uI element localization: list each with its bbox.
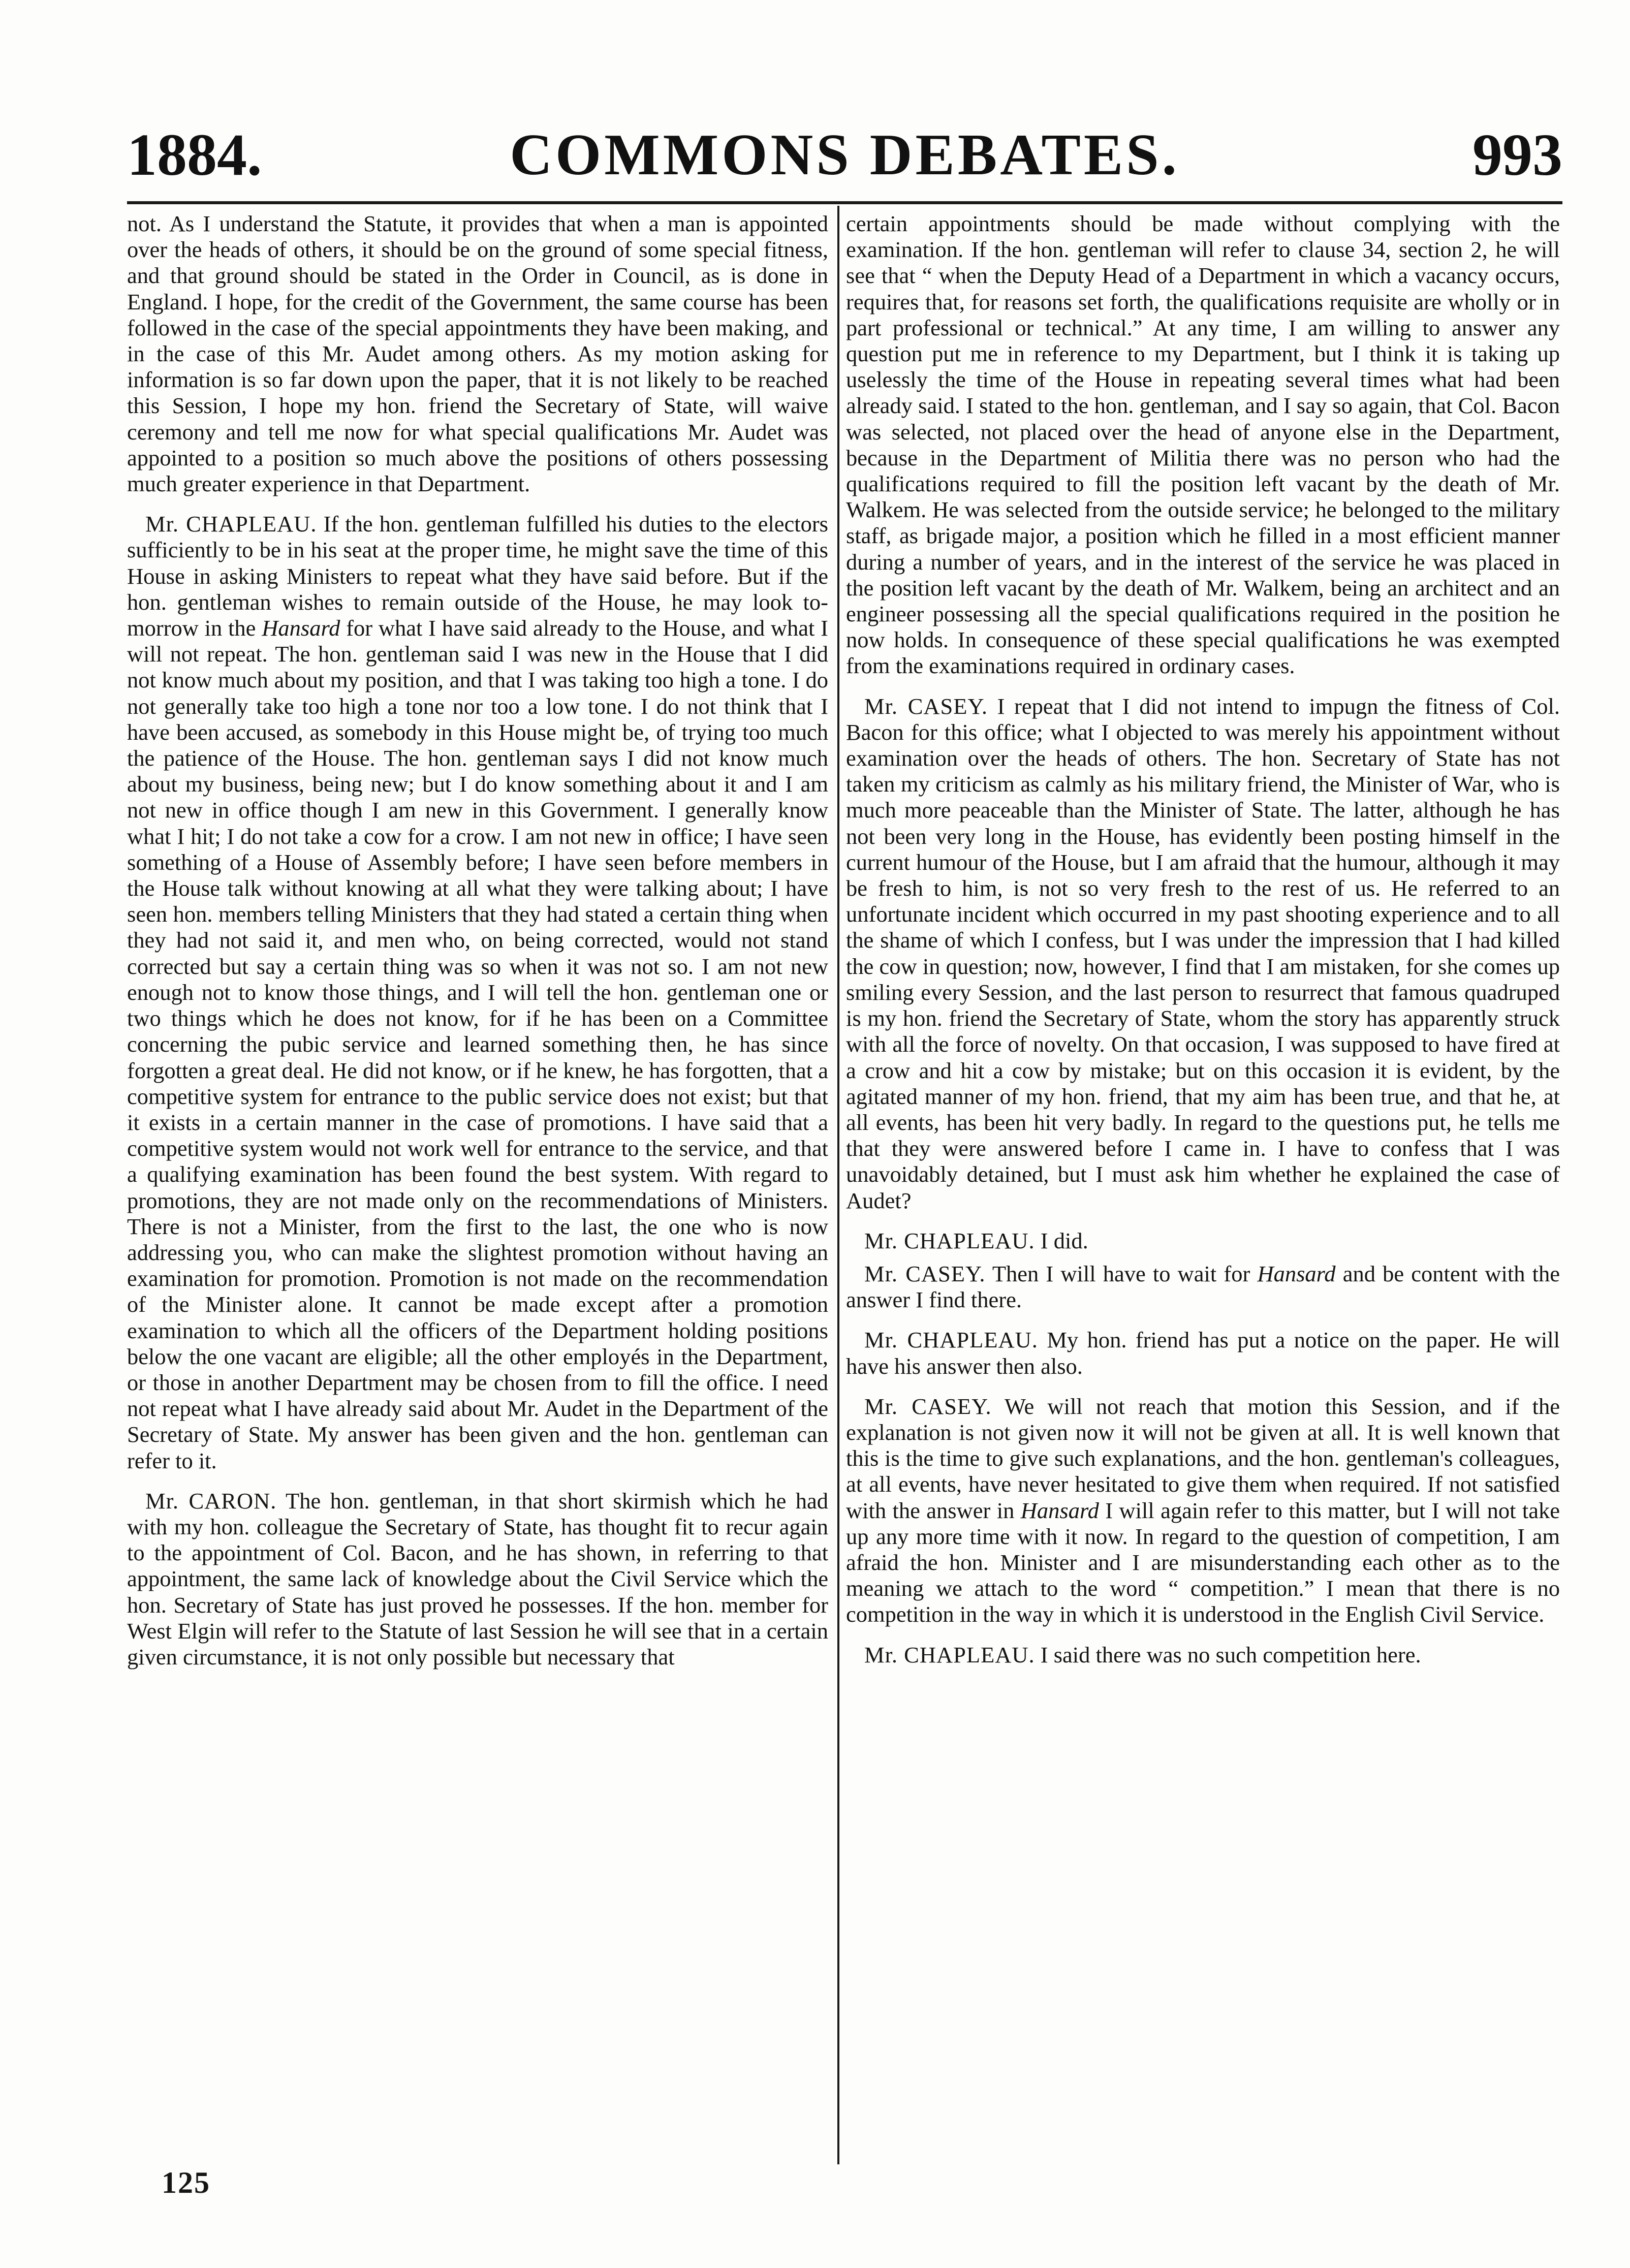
speech-text: We will not reach that motion this Session, and if the explanation is not given now it will not be given at all. It is well known that this is the time to give such explanations, and the hon. gentleman's colleagues, at all events, have never hesitated to give them when required. If not satisfied with the answer in Hansard I will again refer to this matter, but I will not take up any more time with it now. In regard to the question of competition, I am afraid the hon. Minister and I are misunderstanding each other as to the meaning we attach to the word “ competition.” I mean that there is no competition in the way in which it is understood in the English Civil Service.: [846, 1393, 1560, 1627]
speaker-name: Mr. CHAPLEAU.: [864, 1227, 1035, 1253]
page-header: [127, 117, 1562, 193]
speaker-name: Mr. CHAPLEAU.: [864, 1642, 1035, 1667]
speaker-name: Mr. CASEY.: [864, 1393, 992, 1419]
left-column: [127, 211, 828, 1684]
header-title: COMMONS DEBATES.: [510, 122, 1180, 187]
speech-text: If the hon. gentleman fulfilled his duties to the electors sufficiently to be in his seat at the proper time, he might save the time of this House in asking Ministers to repeat what they have said before. But if the hon. gentleman wishes to remain outside of the House, he may look to-morrow in the Hansard for what I have said already to the House, and what I will not repeat. The hon. gentleman said I was new in the House that I did not know much about my position, and that I was taking too high a tone. I do not generally take too high a tone nor too a low tone. I do not think that I have been accused, as somebody in this House might be, of trying too much the patience of the House. The hon. gentleman says I did not know much about my business, being new; but I do know something about it and I am not new in office though I am new in this Government. I generally know what I hit; I do not take a cow for a crow. I am not new in office; I have seen something of a House of Assembly before; I have seen before members in the House talk without knowing at all what they were talking about; I have seen hon. members telling Ministers that they had stated a certain thing when they had not said it, and men who, on being corrected, would not stand corrected but say a certain thing was so when it was not so. I am not new enough not to know those things, and I will tell the hon. gentleman one or two things which he does not know, for if he has been on a Committee concerning the pubic service and learned something then, he has since forgotten a great deal. He did not know, or if he knew, he has forgotten, that a competitive system for entrance to the public service does not exist; but that it exists in a certain manner in the case of promotions. I have said that a competitive system would not work well for entrance to the service, and that a qualifying examination has been found the best system. With regard to promotions, they are not made only on the recommendations of Ministers. There is not a Minister, from the first to the last, the one who is now addressing you, who can make the slightest promotion without having an examination for promotion. Promotion is not made on the recommendation of the Minister alone. It cannot be made except after a promotion examination to which all the officers of the Department holding positions below the one vacant are eligible; all the other employés in the Department, or those in another Department may be chosen from to fill the office. I need not repeat what I have already said about Mr. Audet in the Department of the Secretary of State. My answer has been given and the hon. gentleman can refer to it.: [127, 511, 828, 1473]
paragraph: [846, 1394, 1560, 1628]
paragraph: [846, 694, 1560, 1214]
hansard-italic: Hansard: [1020, 1497, 1099, 1523]
speaker-name: Mr. CHAPLEAU.: [864, 1327, 1038, 1353]
paragraph: [846, 211, 1560, 679]
paragraph: [846, 1327, 1560, 1379]
paragraph: [127, 511, 828, 1474]
header-page-number: 993: [1472, 121, 1562, 188]
speaker-name: Mr. CASEY.: [864, 693, 988, 719]
speech-text: Then I will have to wait for Hansard and be content with the answer I find there.: [846, 1261, 1560, 1313]
hansard-italic: Hansard: [1257, 1261, 1336, 1286]
paragraph: [846, 1261, 1560, 1313]
speech-text: I said there was no such competition here.: [1040, 1642, 1421, 1667]
hansard-italic: Hansard: [262, 615, 340, 641]
speech-text: My hon. friend has put a notice on the paper. He will have his answer then also.: [846, 1327, 1560, 1379]
right-column: [846, 211, 1560, 1682]
speaker-name: Mr. CHAPLEAU.: [145, 511, 317, 537]
speaker-name: Mr. CASEY.: [864, 1261, 986, 1286]
speech-text: I repeat that I did not intend to impugn the fitness of Col. Bacon for this office; what I objected to was merely his appointment without examination over the heads of others. The hon. Secretary of State has not taken my criticism as calmly as his military friend, the Minister of War, who is much more peaceable than the Minister of State. The latter, although he has not been very long in the House, has evidently been posting himself in the current humour of the House, but I am afraid that the humour, although it may be fresh to him, is not so very fresh to the rest of us. He referred to an unfortunate incident which occurred in my past shooting experience and to all the shame of which I confess, but I was under the impression that I had killed the cow in question; now, however, I find that I am mistaken, for she comes up smiling every Session, and the last person to resurrect that famous quadruped is my hon. friend the Secretary of State, whom the story has apparently struck with all the force of novelty. On that occasion, I was supposed to have fired at a crow and hit a cow by mistake; but on this occasion it is evident, by the agitated manner of my hon. friend, that my aim has been true, and that he, at all events, has been hit very badly. In regard to the questions put, he tells me that they were answered before I came in. I have to confess that I was unavoidably detained, but I must ask him whether he explained the case of Audet?: [846, 693, 1560, 1213]
speech-text: certain appointments should be made without complying with the examination. If the hon. gentleman will refer to clause 34, section 2, he will see that “ when the Deputy Head of a Department in which a vacancy occurs, requires that, for reasons set forth, the qualifications requisite are wholly or in part professional or technical.” At any time, I am willing to answer any question put me in reference to my Department, but I think it is taking up uselessly the time of the House in repeating several times what had been already said. I stated to the hon. gentleman, and I say so again, that Col. Bacon was selected, not placed over the head of anyone else in the Department, because in the Department of Militia there was no person who had the qualifications required to fill the position left vacant by the death of Mr. Walkem. He was selected from the outside service; he belonged to the military staff, as brigade major, a position which he filled in a most efficient manner during a number of years, and in the interest of the service he was placed in the position left vacant by the death of Mr. Walkem, being an architect and an engineer possessing all the special qualifications required in the position he now holds. In consequence of these special qualifications he was exempted from the examinations required in ordinary cases.: [846, 211, 1560, 679]
speech-text: I did.: [1040, 1227, 1088, 1253]
paragraph: [846, 1642, 1560, 1668]
paragraph: [127, 1488, 828, 1670]
speaker-name: Mr. CARON.: [145, 1488, 277, 1514]
speech-text: not. As I understand the Statute, it provides that when a man is appointed over the heads of others, it should be on the ground of some special fitness, and that ground should be stated in the Order in Council, as is done in England. I hope, for the credit of the Government, the same course has been followed in the case of the special appointments they have been making, and in the case of this Mr. Audet among others. As my motion asking for information is so far down upon the paper, that it is not likely to be reached this Session, I hope my hon. friend the Secretary of State, will waive ceremony and tell me now for what special qualifications Mr. Audet was appointed to a position so much above the positions of others possessing much greater experience in that Department.: [127, 211, 828, 497]
header-year: 1884.: [127, 121, 262, 188]
header-rule: [127, 201, 1562, 204]
column-divider: [837, 206, 839, 2164]
speech-text: The hon. gentleman, in that short skirmish which he had with my hon. colleague the Secretary of State, has thought fit to recur again to the appointment of Col. Bacon, and he has shown, in referring to that appointment, the same lack of knowledge about the Civil Service which the hon. Secretary of State has just proved he possesses. If the hon. member for West Elgin will refer to the Statute of last Session he will see that in a certain given circumstance, it is not only possible but necessary that: [127, 1488, 829, 1670]
paragraph: [127, 211, 828, 497]
paragraph: [846, 1228, 1560, 1254]
signature-mark: 125: [162, 2166, 210, 2199]
